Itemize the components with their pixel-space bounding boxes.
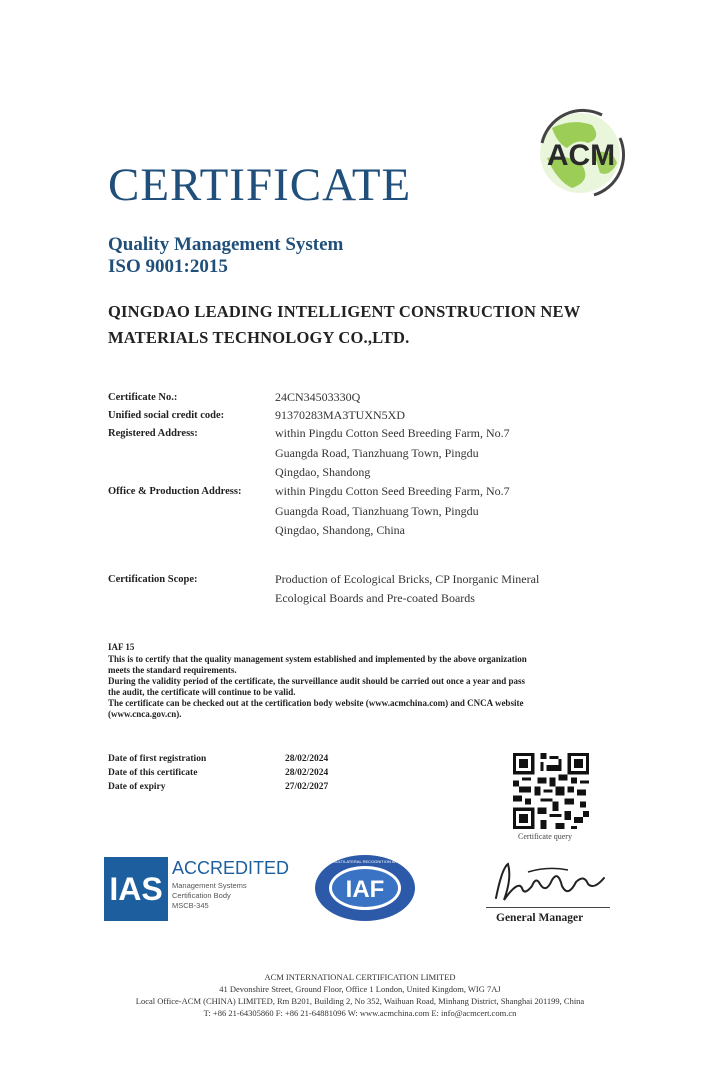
signature: [488, 858, 610, 908]
iaf-logo-text: IAF: [345, 876, 385, 903]
qr-code[interactable]: [513, 753, 589, 829]
statement-line: the audit, the certificate will continue to be valid.: [108, 687, 296, 697]
iaf-ring-text: MEMBER OF MULTILATERAL RECOGNITION ARRANGEMENT: [307, 859, 423, 864]
company-name-line-1: QINGDAO LEADING INTELLIGENT CONSTRUCTION NEW: [108, 302, 581, 321]
registered-address-line: Qingdao, Shandong: [275, 465, 371, 479]
registered-address-line: within Pingdu Cotton Seed Breeding Farm, No.7: [275, 426, 510, 440]
statement-line: (www.cnca.gov.cn).: [108, 709, 182, 719]
iaf-code: IAF 15: [108, 642, 135, 652]
office-address-line: Qingdao, Shandong, China: [275, 523, 405, 537]
certificate-title: CERTIFICATE: [108, 159, 412, 211]
company-name-line-2: MATERIALS TECHNOLOGY CO.,LTD.: [108, 328, 410, 347]
scope-line: Production of Ecological Bricks, CP Inorganic Mineral: [275, 572, 540, 586]
qr-caption: Certificate query: [518, 832, 572, 841]
acm-logo: [522, 103, 640, 203]
iaf-logo: [307, 853, 423, 923]
office-address-line: within Pingdu Cotton Seed Breeding Farm, No.7: [275, 484, 510, 498]
expiry-date: 27/02/2027: [285, 782, 329, 792]
first-registration-date: 28/02/2024: [285, 754, 329, 764]
registered-address-line: Guangda Road, Tianzhuang Town, Pingdu: [275, 446, 479, 460]
acm-logo-text: ACM: [546, 139, 616, 172]
issuer-name: ACM INTERNATIONAL CERTIFICATION LIMITED: [264, 972, 456, 982]
certificate-date: 28/02/2024: [285, 768, 329, 778]
certificate-date-label: Date of this certificate: [108, 768, 198, 778]
contact-info: T: +86 21-64305860 F: +86 21-64881096 W: www.acmchina.com E: info@acmcert.com.cn: [203, 1008, 517, 1018]
registered-address-label: Registered Address:: [108, 428, 198, 439]
ias-scope-line: Management Systems: [172, 881, 247, 890]
scope-line: Ecological Boards and Pre-coated Boards: [275, 591, 475, 605]
office-address-line: Guangda Road, Tianzhuang Town, Pingdu: [275, 504, 479, 518]
issuer-address: 41 Devonshire Street, Ground Floor, Office 1 London, United Kingdom, WIG 7AJ: [219, 984, 501, 994]
signature-line: [486, 907, 610, 908]
management-system-name: Quality Management System: [108, 234, 344, 255]
certificate-no-label: Certificate No.:: [108, 392, 178, 403]
statement-line: The certificate can be checked out at the certification body website (www.acmchina.com) and CNCA website: [108, 698, 524, 708]
iso-standard: ISO 9001:2015: [108, 256, 228, 277]
scope-label: Certification Scope:: [108, 574, 198, 585]
first-registration-label: Date of first registration: [108, 754, 207, 764]
local-office-address: Local Office-ACM (CHINA) LIMITED, Rm B201, Building 2, No 352, Waihuan Road, Minhang District, Shanghai 201199, China: [135, 996, 585, 1006]
expiry-label: Date of expiry: [108, 782, 166, 792]
credit-code-value: 91370283MA3TUXN5XD: [275, 408, 405, 422]
signatory-title: General Manager: [496, 912, 584, 924]
certificate-no-value: 24CN34503330Q: [275, 390, 361, 404]
ias-number: MSCB-345: [172, 901, 209, 910]
office-address-label: Office & Production Address:: [108, 486, 242, 497]
statement-line: meets the standard requirements.: [108, 665, 237, 675]
statement-line: This is to certify that the quality management system established and implemented by the above organization: [108, 654, 527, 664]
ias-scope-line: Certification Body: [172, 891, 231, 900]
credit-code-label: Unified social credit code:: [108, 410, 225, 421]
ias-accredited-text: ACCREDITED: [172, 858, 290, 878]
statement-line: During the validity period of the certificate, the surveillance audit should be carried out once a year and pass: [108, 676, 526, 686]
ias-logo-mark: IAS: [104, 857, 168, 921]
